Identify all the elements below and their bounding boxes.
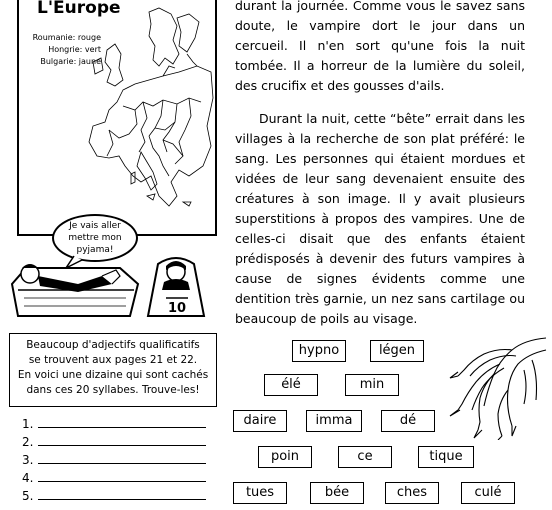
map-title: L'Europe bbox=[37, 0, 121, 18]
syllable-tile[interactable]: ce bbox=[338, 446, 392, 468]
speech-line-3: pyjama! bbox=[76, 245, 114, 255]
syllable-tile[interactable]: daire bbox=[233, 410, 287, 432]
answer-blank[interactable] bbox=[38, 444, 206, 446]
syllable-tile[interactable]: imma bbox=[306, 410, 362, 432]
instruction-line-1: Beaucoup d'adjectifs qualificatifs bbox=[26, 339, 200, 351]
answer-number: 5. bbox=[22, 489, 34, 503]
syllable-tile[interactable]: hypno bbox=[292, 340, 346, 362]
answer-row[interactable] bbox=[22, 485, 206, 503]
syllable-tile[interactable]: culé bbox=[461, 482, 515, 504]
legend-hungary: Hongrie: vert bbox=[48, 45, 101, 54]
score-value: 10 bbox=[167, 301, 187, 316]
syllable-tile[interactable]: dé bbox=[381, 410, 435, 432]
answer-row[interactable] bbox=[22, 431, 206, 449]
europe-map-drawing bbox=[79, 6, 215, 232]
speech-line-2: mettre mon bbox=[68, 233, 122, 243]
instruction-line-2: se trouvent aux pages 21 et 22. bbox=[28, 354, 198, 366]
syllable-tile[interactable]: légen bbox=[370, 340, 424, 362]
answer-blank[interactable] bbox=[38, 426, 206, 428]
answer-blank[interactable] bbox=[38, 462, 206, 464]
syllable-tile[interactable]: tues bbox=[233, 482, 287, 504]
story-paragraph-1: durant la journée. Comme vous le savez sans doute, le vampire dort le jour dans un cercueil. Il n'en sort qu'une fois la nuit tombée. Il a horreur de la lumière du soleil, des crucifix et des gousses d'ails. bbox=[235, 0, 525, 93]
answer-number: 1. bbox=[22, 417, 34, 431]
answer-blank[interactable] bbox=[38, 480, 206, 482]
syllable-tile[interactable]: élé bbox=[264, 374, 318, 396]
answer-row[interactable] bbox=[22, 449, 206, 467]
instruction-line-4: dans ces 20 syllabes. Trouve-les! bbox=[26, 384, 200, 396]
legend-bulgaria: Bulgarie: jaune bbox=[40, 57, 101, 66]
syllable-tile[interactable]: poin bbox=[258, 446, 312, 468]
answer-number: 3. bbox=[22, 453, 34, 467]
answer-lines bbox=[22, 413, 206, 503]
europe-map-panel bbox=[17, 0, 217, 236]
answer-blank[interactable] bbox=[38, 498, 206, 500]
claw-hand-illustration bbox=[428, 330, 548, 440]
answer-number: 2. bbox=[22, 435, 34, 449]
vampire-coffin-illustration bbox=[8, 246, 228, 326]
answer-row[interactable] bbox=[22, 413, 206, 431]
answer-number: 4. bbox=[22, 471, 34, 485]
syllable-tile[interactable]: tique bbox=[418, 446, 474, 468]
speech-line-1: Je vais aller bbox=[69, 221, 121, 231]
syllable-tile[interactable]: min bbox=[345, 374, 399, 396]
syllable-tile[interactable]: bée bbox=[310, 482, 364, 504]
instruction-box bbox=[9, 333, 217, 407]
story-text bbox=[235, 0, 525, 329]
instruction-line-3: En voici une dizaine qui sont cachés bbox=[17, 369, 209, 381]
story-paragraph-2: Durant la nuit, cette “bête” errait dans les villages à la recherche de son plat préféré: le sang. Les personnes qui étaient mordues et vidées de leur sang devenaient ensuite des créatures à son image. Il y avait plusieurs superstitions à propos des vampires. Une de celles-ci disait que des enfants étaient prédisposés à devenir des futurs vampires à cause de signes évidents comme une dentition très garnie, un nez sans cartilage ou beaucoup de poils au visage. bbox=[235, 111, 525, 326]
legend-romania: Roumanie: rouge bbox=[32, 33, 101, 42]
syllable-tile[interactable]: ches bbox=[385, 482, 439, 504]
answer-row[interactable] bbox=[22, 467, 206, 485]
